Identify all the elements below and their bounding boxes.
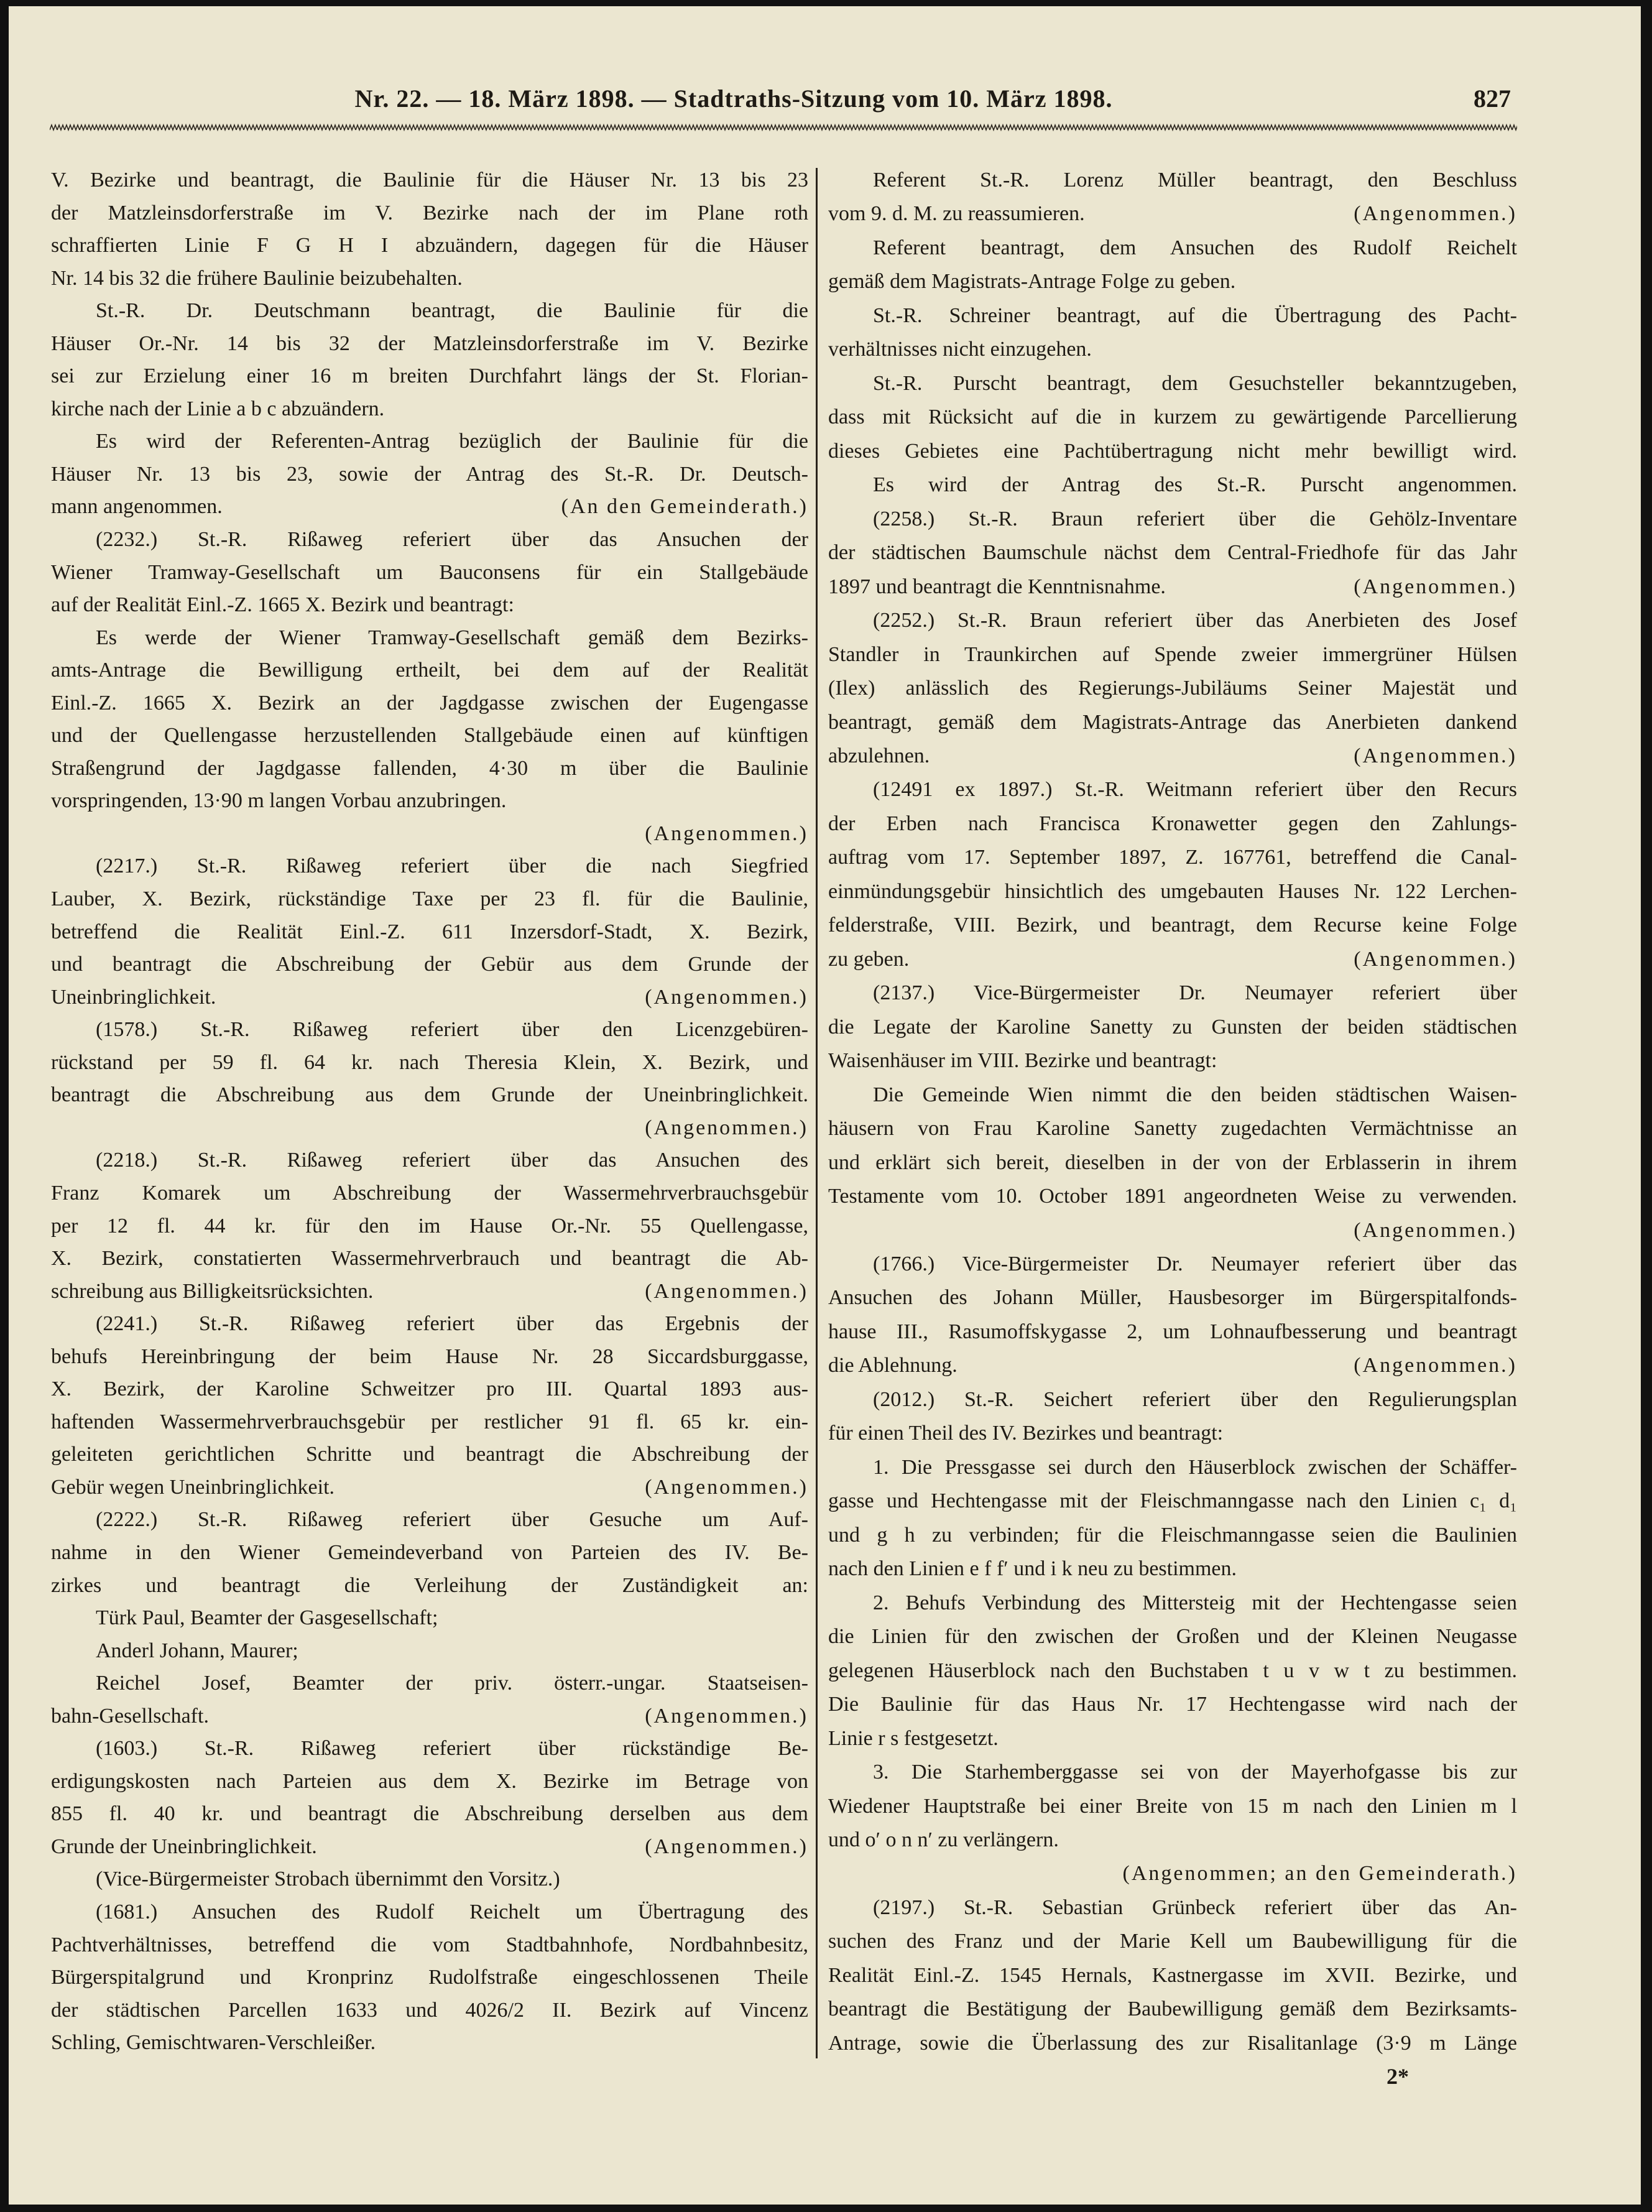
text-line: St.-R. Purscht beantragt, dem Gesuchsteller bekanntzugeben,	[873, 371, 1517, 395]
text-line: Waisenhäuser im VIII. Bezirke und beantragt:	[828, 1049, 1217, 1073]
text-line: gasse und Hechtengasse mit der Fleischmanngasse nach den Linien c₁ d₁	[828, 1489, 1517, 1513]
text-line: und o′ o n n′ zu verlängern.	[828, 1828, 1059, 1851]
line-text: mann angenommen.	[51, 495, 223, 519]
text-line	[51, 1703, 808, 1730]
text-line: X. Bezirk, der Karoline Schweitzer pro III. Quartal 1893 aus-	[51, 1377, 808, 1401]
line-text: zu geben.	[828, 947, 910, 971]
resolution-note: (Angenommen.)	[1354, 575, 1517, 598]
text-line: (2241.) St.-R. Rißaweg referiert über das Ergebnis der	[96, 1312, 808, 1336]
text-line: die Legate der Karoline Sanetty zu Gunsten der beiden städtischen	[828, 1015, 1517, 1039]
resolution-note: (Angenommen.)	[645, 985, 808, 1009]
text-line: 3. Die Starhemberggasse sei von der Mayerhofgasse bis zur	[873, 1761, 1517, 1784]
text-line: nach den Linien e f f′ und i k neu zu bestimmen.	[828, 1557, 1237, 1581]
text-line	[828, 1352, 1517, 1379]
text-line: Einl.-Z. 1665 X. Bezirk an der Jagdgasse zwischen der Eugengasse	[51, 691, 808, 715]
line-text: vom 9. d. M. zu reassumieren.	[828, 202, 1085, 226]
resolution-note: (Angenommen.)	[645, 1475, 808, 1499]
line-text: schreibung aus Billigkeitsrücksichten.	[51, 1279, 374, 1303]
text-line: (Angenommen.)	[1354, 1218, 1517, 1242]
text-line: der städtischen Baumschule nächst dem Central-Friedhofe für das Jahr	[828, 541, 1517, 565]
text-line: (2258.) St.-R. Braun referiert über die Gehölz-Inventare	[873, 507, 1517, 530]
text-line: (Angenommen.)	[645, 821, 808, 845]
text-line: (1603.) St.-R. Rißaweg referiert über rückständige Be-	[96, 1737, 808, 1761]
text-line: zirkes und beantragt die Verleihung der Zuständigkeit an:	[51, 1573, 808, 1597]
resolution-note: (Angenommen.)	[1354, 947, 1517, 971]
text-line: und der Quellengasse herzustellenden Stallgebäude einen auf künftigen	[51, 724, 808, 747]
text-line: V. Bezirke und beantragt, die Baulinie für die Häuser Nr. 13 bis 23	[51, 169, 808, 192]
wavy-rule	[50, 123, 1517, 132]
text-line: (2197.) St.-R. Sebastian Grünbeck referiert über das An-	[873, 1895, 1517, 1919]
text-line: Die Gemeinde Wien nimmt die den beiden städtischen Waisen-	[873, 1083, 1517, 1106]
text-line: (Angenommen.)	[645, 1116, 808, 1139]
text-line: geleiteten gerichtlichen Schritte und beantragt die Abschreibung der	[51, 1443, 808, 1466]
resolution-note: (An den Gemeinderath.)	[561, 495, 808, 519]
text-line: Antrage, sowie die Überlassung des zur Risalitanlage (3·9 m Länge	[828, 2031, 1517, 2055]
text-line: St.-R. Schreiner beantragt, auf die Übertragung des Pacht-	[873, 303, 1517, 327]
text-line: X. Bezirk, constatierten Wassermehrverbrauch und beantragt die Ab-	[51, 1247, 808, 1270]
line-text: abzulehnen.	[828, 744, 930, 767]
text-line: suchen des Franz und der Marie Kell um Baubewilligung für die	[828, 1930, 1517, 1953]
line-text: Gebür wegen Uneinbringlichkeit.	[51, 1475, 335, 1499]
text-line: (12491 ex 1897.) St.-R. Weitmann referiert über den Recurs	[873, 778, 1517, 802]
page-number: 827	[1474, 85, 1511, 113]
text-line: nahme in den Wiener Gemeindeverband von Parteien des IV. Be-	[51, 1540, 808, 1564]
text-line: der städtischen Parcellen 1633 und 4026/2 II. Bezirk auf Vincenz	[51, 1998, 808, 2022]
text-line: gemäß dem Magistrats-Antrage Folge zu geben.	[828, 270, 1236, 294]
text-line: Anderl Johann, Maurer;	[96, 1639, 298, 1662]
text-line: Es werde der Wiener Tramway-Gesellschaft gemäß dem Bezirks-	[96, 626, 808, 649]
text-line	[828, 743, 1517, 770]
text-line: Referent beantragt, dem Ansuchen des Rudolf Reichelt	[873, 236, 1517, 259]
text-line: für einen Theil des IV. Bezirkes und beantragt:	[828, 1422, 1224, 1445]
text-line: Franz Komarek um Abschreibung der Wassermehrverbrauchsgebür	[51, 1181, 808, 1205]
text-line: (Vice-Bürgermeister Strobach übernimmt den Vorsitz.)	[96, 1867, 560, 1891]
text-line	[828, 573, 1517, 601]
text-line: Testamente vom 10. October 1891 angeordneten Weise zu verwenden.	[828, 1185, 1517, 1208]
text-line: (2012.) St.-R. Seichert referiert über den Regulierungsplan	[873, 1387, 1517, 1411]
text-line: der Matzleinsdorferstraße im V. Bezirke nach der im Plane roth	[51, 201, 808, 224]
text-line: Lauber, X. Bezirk, rückständige Taxe per 23 fl. für die Baulinie,	[51, 887, 808, 911]
text-line: (1578.) St.-R. Rißaweg referiert über den Licenzgebüren-	[96, 1018, 808, 1042]
text-line: felderstraße, VIII. Bezirk, und beantragt, dem Recurse keine Folge	[828, 914, 1517, 937]
text-line: 2. Behufs Verbindung des Mittersteig mit der Hechtengasse seien	[873, 1591, 1517, 1614]
text-line: beantragt, gemäß dem Magistrats-Antrage das Anerbieten dankend	[828, 710, 1517, 734]
text-line: und erklärt sich bereit, dieselben in der von der Erblasserin in ihrem	[828, 1150, 1517, 1174]
text-line: rückstand per 59 fl. 64 kr. nach Theresia Klein, X. Bezirk, und	[51, 1050, 808, 1074]
text-line: 1. Die Pressgasse sei durch den Häuserblock zwischen der Schäffer-	[873, 1455, 1517, 1479]
text-line: Bürgerspitalgrund und Kronprinz Rudolfstraße eingeschlossenen Theile	[51, 1966, 808, 1989]
text-line: dieses Gebietes eine Pachtübertragung nicht mehr bewilligt wird.	[828, 439, 1517, 463]
resolution-note: (Angenommen.)	[1354, 202, 1517, 226]
resolution-note: (Angenommen.)	[645, 1279, 808, 1303]
text-line: (Ilex) anlässlich des Regierungs-Jubiläums Seiner Majestät und	[828, 677, 1517, 700]
left-column	[51, 167, 808, 2057]
text-line: behufs Hereinbringung der beim Hause Nr. 28 Siccardsburggasse,	[51, 1344, 808, 1368]
text-line: einmündungsgebür hinsichtlich des umgebauten Hauses Nr. 122 Lerchen-	[828, 879, 1517, 903]
text-line: Linie r s festgesetzt.	[828, 1726, 999, 1750]
text-line: Es wird der Referenten-Antrag bezüglich der Baulinie für die	[96, 430, 808, 453]
text-line: häusern von Frau Karoline Sanetty zugedachten Vermächtnisse an	[828, 1117, 1517, 1141]
text-line: und beantragt die Abschreibung der Gebür aus dem Grunde der	[51, 953, 808, 976]
text-line: Pachtverhältnisses, betreffend die vom Stadtbahnhofe, Nordbahnbesitz,	[51, 1933, 808, 1956]
text-line: auf der Realität Einl.-Z. 1665 X. Bezirk und beantragt:	[51, 593, 514, 617]
text-line: Nr. 14 bis 32 die frühere Baulinie beizubehalten.	[51, 266, 463, 290]
text-line: dass mit Rücksicht auf die in kurzem zu gewärtigende Parcellierung	[828, 405, 1517, 429]
text-line: Straßengrund der Jagdgasse fallenden, 4·30 m über die Baulinie	[51, 756, 808, 780]
text-line	[828, 946, 1517, 973]
text-line: haftenden Wassermehrverbrauchsgebür per restlicher 91 fl. 65 kr. ein-	[51, 1410, 808, 1433]
text-line: Wiedener Hauptstraße bei einer Breite von 15 m nach den Linien m l	[828, 1794, 1517, 1818]
line-text: bahn-Gesellschaft.	[51, 1704, 209, 1728]
text-line: betreffend die Realität Einl.-Z. 611 Inzersdorf-Stadt, X. Bezirk,	[51, 920, 808, 943]
text-line: per 12 fl. 44 kr. für den im Hause Or.-Nr. 55 Quellengasse,	[51, 1214, 808, 1238]
text-line: gelegenen Häuserblock nach den Buchstaben t u v w t zu bestimmen.	[828, 1659, 1517, 1682]
text-line: Wiener Tramway-Gesellschaft um Bauconsens für ein Stallgebäude	[51, 560, 808, 584]
text-line: (2137.) Vice-Bürgermeister Dr. Neumayer referiert über	[873, 981, 1517, 1005]
line-text: Uneinbringlichkeit.	[51, 985, 216, 1009]
right-column	[828, 167, 1517, 2057]
text-line	[51, 984, 808, 1011]
text-line: (1681.) Ansuchen des Rudolf Reichelt um Übertragung des	[96, 1900, 808, 1923]
text-line: Schling, Gemischtwaren-Verschleißer.	[51, 2031, 376, 2055]
text-line: vorspringenden, 13·90 m langen Vorbau anzubringen.	[51, 789, 507, 813]
text-line: Realität Einl.-Z. 1545 Hernals, Kastnergasse im XVII. Bezirke, und	[828, 1963, 1517, 1987]
text-line: der Erben nach Francisca Kronawetter gegen den Zahlungs-	[828, 812, 1517, 835]
text-line: Ansuchen des Johann Müller, Hausbesorger im Bürgerspitalfonds-	[828, 1286, 1517, 1310]
text-line: Häuser Or.-Nr. 14 bis 32 der Matzleinsdorferstraße im V. Bezirke	[51, 331, 808, 355]
text-line: die Linien für den zwischen der Großen und der Kleinen Neugasse	[828, 1625, 1517, 1649]
resolution-note: (Angenommen.)	[1354, 1354, 1517, 1377]
text-line	[51, 1833, 808, 1861]
text-line	[51, 1278, 808, 1305]
text-line: schraffierten Linie F G H I abzuändern, dagegen für die Häuser	[51, 234, 808, 257]
text-line: Es wird der Antrag des St.-R. Purscht angenommen.	[873, 473, 1517, 497]
text-line: (2252.) St.-R. Braun referiert über das Anerbieten des Josef	[873, 609, 1517, 632]
header-title: Nr. 22. — 18. März 1898. — Stadtraths-Sitzung vom 10. März 1898.	[354, 85, 1113, 113]
text-line: (Angenommen; an den Gemeinderath.)	[1122, 1862, 1517, 1886]
text-line: beantragt die Bestätigung der Baubewilligung gemäß dem Bezirksamts-	[828, 1997, 1517, 2021]
resolution-note: (Angenommen.)	[645, 1704, 808, 1728]
text-line: St.-R. Dr. Deutschmann beantragt, die Baulinie für die	[96, 299, 808, 323]
text-line: (2232.) St.-R. Rißaweg referiert über das Ansuchen der	[96, 528, 808, 552]
text-line: 855 fl. 40 kr. und beantragt die Abschreibung derselben aus dem	[51, 1802, 808, 1826]
text-line: und g h zu verbinden; für die Fleischmanngasse seien die Baulinien	[828, 1523, 1517, 1547]
text-line: Reichel Josef, Beamter der priv. österr.-ungar. Staatseisen-	[96, 1672, 808, 1695]
text-line	[828, 200, 1517, 228]
text-line	[51, 493, 808, 521]
text-line: erdigungskosten nach Parteien aus dem X. Bezirke im Betrage von	[51, 1769, 808, 1793]
text-line: auftrag vom 17. September 1897, Z. 167761, betreffend die Canal-	[828, 846, 1517, 869]
text-line: (2217.) St.-R. Rißaweg referiert über die nach Siegfried	[96, 854, 808, 878]
line-text: 1897 und beantragt die Kenntnisnahme.	[828, 575, 1166, 598]
column-divider	[816, 168, 818, 2058]
text-line: (2222.) St.-R. Rißaweg referiert über Gesuche um Auf-	[96, 1508, 808, 1532]
text-line: Häuser Nr. 13 bis 23, sowie der Antrag des St.-R. Dr. Deutsch-	[51, 462, 808, 486]
resolution-note: (Angenommen.)	[645, 1835, 808, 1858]
running-header	[50, 84, 1517, 121]
text-line: (2218.) St.-R. Rißaweg referiert über das Ansuchen des	[96, 1149, 808, 1172]
resolution-note: (Angenommen.)	[1354, 744, 1517, 767]
text-line: Die Baulinie für das Haus Nr. 17 Hechtengasse wird nach der	[828, 1693, 1517, 1716]
line-text: Grunde der Uneinbringlichkeit.	[51, 1835, 317, 1858]
text-line: beantragt die Abschreibung aus dem Grunde der Uneinbringlichkeit.	[51, 1083, 808, 1107]
line-text: die Ablehnung.	[828, 1354, 958, 1377]
text-line: Türk Paul, Beamter der Gasgesellschaft;	[96, 1606, 438, 1630]
signature-mark: 2*	[1387, 2064, 1409, 2089]
text-line	[51, 1474, 808, 1501]
text-line: hause III., Rasumoffskygasse 2, um Lohnaufbesserung und beantragt	[828, 1320, 1517, 1343]
text-line: Standler in Traunkirchen auf Spende zweier immergrüner Hülsen	[828, 642, 1517, 666]
text-line: kirche nach der Linie a b c abzuändern.	[51, 397, 385, 420]
text-line: (1766.) Vice-Bürgermeister Dr. Neumayer referiert über das	[873, 1252, 1517, 1275]
text-line: sei zur Erzielung einer 16 m breiten Durchfahrt längs der St. Florian-	[51, 364, 808, 388]
text-line: verhältnisses nicht einzugehen.	[828, 338, 1092, 361]
text-line: Referent St.-R. Lorenz Müller beantragt, den Beschluss	[873, 169, 1517, 192]
text-line: amts-Antrage die Bewilligung ertheilt, bei dem auf der Realität	[51, 659, 808, 682]
